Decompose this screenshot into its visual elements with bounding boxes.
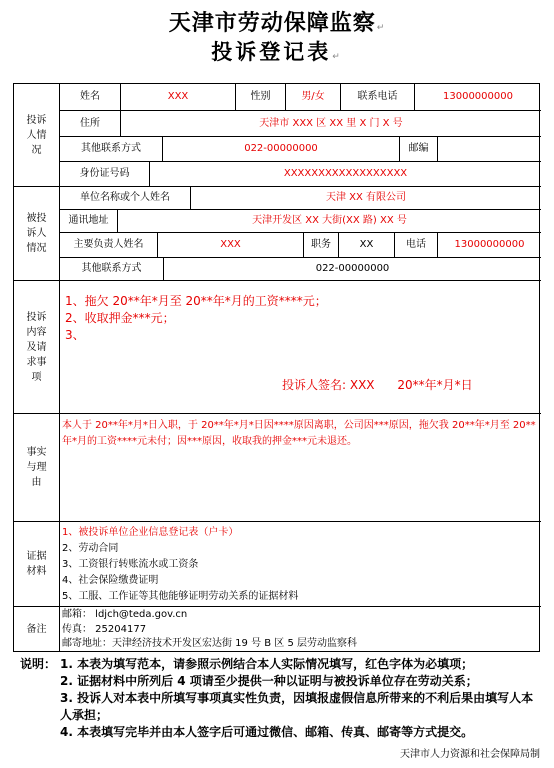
remarks-email: 邮箱： ldjch@teda.gov.cn xyxy=(62,609,188,620)
name-label: 姓名 xyxy=(60,84,121,111)
remarks-section-label: 备注 xyxy=(14,607,60,651)
form-title-line2: 投诉登记表↵ xyxy=(211,40,343,64)
other-contact-label: 其他联系方式 xyxy=(60,137,163,162)
gender-value[interactable]: 男/女 xyxy=(286,84,341,111)
instruction-item: 4. 本表填写完毕并由本人签字后可通过微信、邮箱、传真、邮寄等方式提交。 xyxy=(60,725,474,739)
request-item: 3、 xyxy=(65,328,85,342)
evidence-item: 4、社会保险缴费证明 xyxy=(62,575,159,586)
instructions xyxy=(20,656,540,741)
complainant-section-label: 投诉 人情 况 xyxy=(14,84,60,187)
other-contact-value[interactable]: 022-00000000 xyxy=(163,137,400,162)
requests-list xyxy=(65,293,327,344)
evidence-list xyxy=(62,525,298,605)
postcode-label: 邮编 xyxy=(400,137,438,162)
complaint-form-table xyxy=(13,83,540,652)
instruction-item: 2. 证据材料中所列后 4 项请至少提供一种以证明与被投诉单位存在劳动关系； xyxy=(60,674,478,688)
instruction-item: 1. 本表为填写范本，请参照示例结合本人实际情况填写，红色字体为必填项； xyxy=(60,657,474,671)
evidence-item: 5、工服、工作证等其他能够证明劳动关系的证据材料 xyxy=(62,591,299,602)
unit-name-value[interactable]: 天津 XX 有限公司 xyxy=(191,187,541,210)
request-item: 2、收取押金***元； xyxy=(65,311,175,325)
respondent-address-value[interactable]: 天津开发区 XX 大街(XX 路) XX 号 xyxy=(118,210,541,233)
evidence-section-label: 证据 材料 xyxy=(14,522,60,607)
leader-value[interactable]: XXX xyxy=(158,233,304,258)
evidence-item: 1、被投诉单位企业信息登记表（户卡） xyxy=(62,527,239,538)
leader-label: 主要负责人姓名 xyxy=(60,233,158,258)
facts-section-label: 事实 与理 由 xyxy=(14,414,60,522)
facts-text: 本人于 20**年*月*日入职，于 20**年*月*日因****原因离职，公司因***原因，拖欠我 20**年*月至 20**年*月的工资****元未付；因***原因，收取我的押金***元未退还。 xyxy=(62,420,536,447)
respondent-address-label: 通讯地址 xyxy=(60,210,118,233)
id-value[interactable]: XXXXXXXXXXXXXXXXXX xyxy=(150,162,541,187)
instruction-item: 3. 投诉人对本表中所填写事项真实性负责，因填报虚假信息所带来的不利后果由填写人本人承担； xyxy=(60,691,534,722)
address-label: 住所 xyxy=(60,111,121,137)
unit-name-label: 单位名称或个人姓名 xyxy=(60,187,191,210)
facts-content[interactable] xyxy=(60,414,541,522)
instructions-heading: 说明： xyxy=(20,657,57,671)
evidence-item: 3、工资银行转账流水或工资条 xyxy=(62,559,199,570)
remarks-content xyxy=(60,607,541,651)
id-label: 身份证号码 xyxy=(60,162,150,187)
postcode-value[interactable] xyxy=(438,137,541,162)
phone-value[interactable]: 13000000000 xyxy=(415,84,541,111)
respondent-other-contact-value[interactable]: 022-00000000 xyxy=(164,258,541,281)
respondent-section-label: 被投 诉人 情况 xyxy=(14,187,60,281)
remarks-fax: 传真： 25204177 xyxy=(62,623,147,635)
respondent-phone-value[interactable]: 13000000000 xyxy=(438,233,541,258)
name-value[interactable]: XXX xyxy=(121,84,236,111)
gender-label: 性别 xyxy=(236,84,286,111)
complainant-signature: 投诉人签名: XXX 20**年*月*日 xyxy=(282,378,473,392)
respondent-phone-label: 电话 xyxy=(395,233,438,258)
evidence-item: 2、劳动合同 xyxy=(62,543,119,554)
phone-label: 联系电话 xyxy=(341,84,415,111)
position-label: 职务 xyxy=(304,233,339,258)
request-item: 1、拖欠 20**年*月至 20**年*月的工资****元； xyxy=(65,294,327,308)
issuer-footer: 天津市人力资源和社会保障局制 xyxy=(400,749,540,760)
requests-content[interactable] xyxy=(60,281,541,414)
form-title-line1: 天津市劳动保障监察↵ xyxy=(168,11,386,36)
evidence-content[interactable] xyxy=(60,522,541,607)
address-value[interactable]: 天津市 XXX 区 XX 里 X 门 X 号 xyxy=(121,111,541,137)
respondent-other-contact-label: 其他联系方式 xyxy=(60,258,164,281)
position-value[interactable]: XX xyxy=(339,233,395,258)
requests-section-label: 投诉 内容 及请 求事 项 xyxy=(14,281,60,414)
remarks-mail-address: 邮寄地址：天津经济技术开发区宏达街 19 号 B 区 5 层劳动监察科 xyxy=(62,638,358,649)
